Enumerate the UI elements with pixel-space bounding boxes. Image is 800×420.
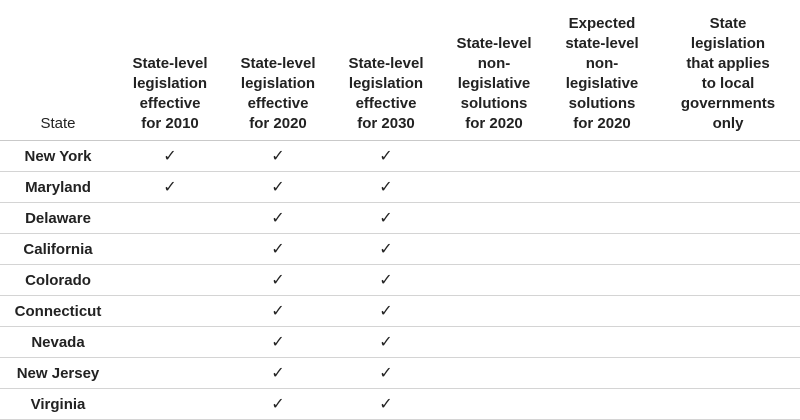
check-mark-icon: ✓ (271, 272, 285, 289)
header-line: for 2020 (249, 115, 307, 132)
check-mark-icon: ✓ (379, 303, 393, 320)
header-line: Expected (568, 15, 636, 32)
header-line: solutions (460, 95, 528, 112)
table-cell (440, 358, 548, 389)
check-mark-icon: ✓ (379, 148, 393, 165)
header-line: State-level (348, 55, 424, 72)
check-mark-icon: ✓ (271, 396, 285, 413)
table-cell (224, 265, 332, 296)
table-cell (332, 296, 440, 327)
table-row (0, 358, 800, 389)
table-cell (548, 234, 656, 265)
table-cell (656, 234, 800, 265)
state-name-cell: Nevada (0, 327, 116, 358)
table-cell (548, 265, 656, 296)
table-cell (656, 327, 800, 358)
header-line: legislation (240, 75, 316, 92)
table-cell (332, 389, 440, 420)
table-cell (116, 358, 224, 389)
table-cell (548, 296, 656, 327)
header-line: governments (680, 95, 776, 112)
table-cell (224, 203, 332, 234)
table-cell (116, 389, 224, 420)
check-mark-icon: ✓ (271, 303, 285, 320)
header-line: legislative (565, 75, 639, 92)
header-row (0, 0, 800, 141)
table-cell (440, 389, 548, 420)
check-mark-icon: ✓ (163, 179, 177, 196)
table-cell (116, 234, 224, 265)
header-line: for 2010 (141, 115, 199, 132)
table-cell (548, 327, 656, 358)
table-cell (548, 172, 656, 203)
header-line: legislative (457, 75, 531, 92)
header-line: legislation (348, 75, 424, 92)
header-state (0, 0, 116, 141)
table-cell (656, 389, 800, 420)
state-name-cell: Delaware (0, 203, 116, 234)
check-mark-icon: ✓ (379, 210, 393, 227)
table-row (0, 234, 800, 265)
table-cell (116, 141, 224, 172)
header-legislation-2030 (332, 0, 440, 141)
header-line: only (712, 115, 744, 132)
check-mark-icon: ✓ (163, 148, 177, 165)
check-mark-icon: ✓ (379, 334, 393, 351)
table-cell (332, 358, 440, 389)
header-line: solutions (568, 95, 636, 112)
table-cell (224, 141, 332, 172)
header-line: state-level (565, 35, 639, 52)
state-name-cell: California (0, 234, 116, 265)
table-cell (656, 172, 800, 203)
header-non-legislative-2020 (440, 0, 548, 141)
state-name-cell: New York (0, 141, 116, 172)
header-line: State (40, 115, 76, 132)
header-line: to local (701, 75, 755, 92)
table-cell (116, 296, 224, 327)
table-cell (440, 327, 548, 358)
header-line: State-level (456, 35, 532, 52)
header-line: State-level (240, 55, 316, 72)
header-legislation-2010 (116, 0, 224, 141)
table-body (0, 141, 800, 420)
header-local-governments-only (656, 0, 800, 141)
table-row (0, 327, 800, 358)
table-row (0, 296, 800, 327)
check-mark-icon: ✓ (379, 272, 393, 289)
table-cell (224, 358, 332, 389)
table-cell (440, 141, 548, 172)
state-name-cell: Colorado (0, 265, 116, 296)
table-cell (656, 296, 800, 327)
table-cell (332, 141, 440, 172)
state-name-cell: New Jersey (0, 358, 116, 389)
table-row (0, 203, 800, 234)
table-cell (224, 234, 332, 265)
check-mark-icon: ✓ (271, 210, 285, 227)
check-mark-icon: ✓ (271, 334, 285, 351)
table-cell (224, 296, 332, 327)
check-mark-icon: ✓ (271, 365, 285, 382)
state-name-cell: Virginia (0, 389, 116, 420)
check-mark-icon: ✓ (271, 241, 285, 258)
table-cell (332, 327, 440, 358)
check-mark-icon: ✓ (379, 179, 393, 196)
header-line: for 2020 (573, 115, 631, 132)
header-line: non- (477, 55, 511, 72)
table-row (0, 141, 800, 172)
state-name-cell: Maryland (0, 172, 116, 203)
table-cell (440, 172, 548, 203)
table-cell (224, 327, 332, 358)
table-cell (332, 234, 440, 265)
header-line: State-level (132, 55, 208, 72)
header-expected-non-legislative-2020 (548, 0, 656, 141)
table-cell (548, 203, 656, 234)
header-line: effective (139, 95, 201, 112)
table-cell (440, 203, 548, 234)
table-row (0, 265, 800, 296)
table-cell (656, 358, 800, 389)
header-line: for 2030 (357, 115, 415, 132)
header-line: for 2020 (465, 115, 523, 132)
header-line: effective (355, 95, 417, 112)
check-mark-icon: ✓ (379, 365, 393, 382)
check-mark-icon: ✓ (271, 179, 285, 196)
table-row (0, 389, 800, 420)
check-mark-icon: ✓ (379, 241, 393, 258)
header-line: effective (247, 95, 309, 112)
table-cell (440, 234, 548, 265)
header-line: State (709, 15, 747, 32)
header-legislation-2020 (224, 0, 332, 141)
table-cell (116, 327, 224, 358)
table-cell (656, 265, 800, 296)
table-cell (656, 203, 800, 234)
table-cell (224, 389, 332, 420)
state-name-cell: Connecticut (0, 296, 116, 327)
table-cell (656, 141, 800, 172)
table-cell (116, 203, 224, 234)
table-cell (224, 172, 332, 203)
check-mark-icon: ✓ (379, 396, 393, 413)
table-cell (116, 172, 224, 203)
check-mark-icon: ✓ (271, 148, 285, 165)
header-line: legislation (690, 35, 766, 52)
table-cell (548, 358, 656, 389)
header-line: non- (585, 55, 619, 72)
header-line: legislation (132, 75, 208, 92)
table-cell (332, 172, 440, 203)
table-cell (332, 265, 440, 296)
header-line: that applies (686, 55, 770, 72)
table-cell (116, 265, 224, 296)
table-cell (440, 265, 548, 296)
table-cell (332, 203, 440, 234)
table-row (0, 172, 800, 203)
table-cell (440, 296, 548, 327)
table-cell (548, 389, 656, 420)
table-header (0, 0, 800, 141)
table-cell (548, 141, 656, 172)
